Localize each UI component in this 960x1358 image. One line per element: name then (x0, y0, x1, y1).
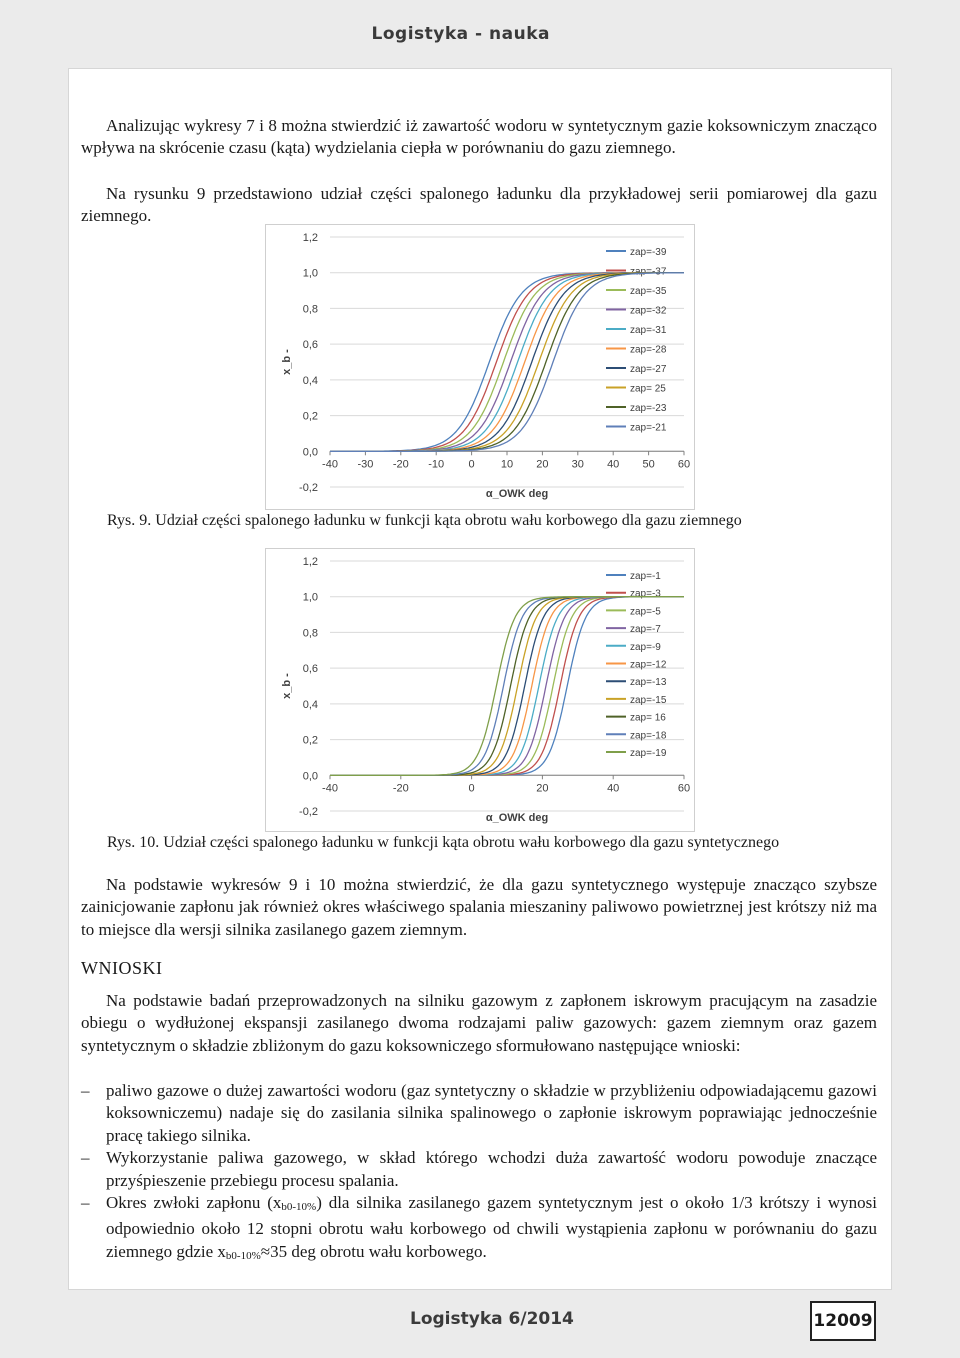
subscript: b0-10% (225, 1249, 261, 1262)
analysis-paragraph (81, 874, 877, 941)
list-item-text: Wykorzystanie paliwa gazowego, w skład którego wchodzi duża zawartość wodoru powoduje znaczące przyśpieszenie przebiegu procesu spalania. (106, 1148, 877, 1190)
legend-label: zap=-39 (630, 247, 667, 258)
y-tick-label: 0,6 (302, 663, 318, 676)
x-tick-label: 60 (677, 458, 691, 471)
dash-marker: – (81, 1148, 90, 1168)
y-tick-label: 0,8 (302, 303, 318, 316)
analysis-text: Na podstawie wykresów 9 i 10 można stwierdzić, że dla gazu syntetycznego występuje znacząco szybsze zainicjowanie zapłonu jak również okres właściwego spalania mieszaniny paliwowo powietrznej jest krótszy niż ma to miejsce dla wersji silnika zasilanego gazem ziemnym. (81, 875, 877, 939)
legend-label: zap=-27 (630, 364, 667, 375)
x-tick-label: -30 (357, 458, 374, 471)
y-tick-label: 0,2 (302, 734, 318, 747)
figure-10-chart (265, 548, 695, 832)
legend-label: zap= 16 (630, 712, 666, 724)
y-tick-label: 0,8 (302, 627, 318, 640)
list-item (81, 1147, 877, 1192)
x-tick-label: -40 (322, 782, 338, 795)
y-tick-label: 0,4 (302, 698, 318, 711)
figure-10-svg (266, 549, 694, 831)
figure-10-caption: Rys. 10. Udział części spalonego ładunku w funkcji kąta obrotu wału korbowego dla gazu syntetycznego (107, 834, 780, 851)
y-tick-label: 1,2 (302, 232, 318, 244)
y-tick-label: 0,4 (302, 374, 318, 387)
x-tick-label: 50 (642, 458, 655, 471)
x-tick-label: 20 (536, 458, 549, 471)
y-tick-label: 0,0 (302, 770, 318, 783)
legend-label: zap=-15 (630, 694, 667, 706)
y-tick-label: 1,2 (302, 556, 318, 568)
conclusions-intro-text: Na podstawie badań przeprowadzonych na silniku gazowym z zapłonem iskrowym pracującym na zasadzie obiegu o wydłużonej ekspansji zasilanego dwoma rodzajami paliw gazowych: gazem ziemnym oraz gazem syntetycznym o składzie zbliżonym do gazu koksowniczego sformułowano następujące wnioski: (81, 991, 877, 1055)
x-tick-label: 0 (468, 782, 475, 795)
list-item-text-a: Okres zwłoki zapłonu (x (106, 1193, 282, 1213)
intro2-text: Na rysunku 9 przedstawiono udział części spalonego ładunku dla przykładowej serii pomiarowej dla gazu ziemnego. (81, 184, 877, 226)
legend-label: zap=-35 (630, 286, 667, 297)
x-axis-label: α_OWK deg (485, 488, 549, 500)
legend-label: zap=-31 (630, 325, 667, 336)
legend-label: zap=-3 (630, 588, 661, 600)
x-tick-label: -20 (392, 782, 409, 795)
list-item-text-c: ≈35 deg obrotu wału korbowego. (260, 1241, 487, 1261)
x-tick-label: 40 (607, 782, 620, 795)
intro-text: Analizując wykresy 7 i 8 można stwierdzić iż zawartość wodoru w syntetycznym gazie koksowniczym znacząco wpływa na skrócenie czasu (kąta) wydzielania ciepła w porównaniu do gazu ziemnego. (81, 116, 877, 158)
legend-label: zap=-23 (630, 403, 667, 414)
y-tick-label: 1,0 (302, 267, 318, 280)
x-tick-label: 0 (468, 458, 475, 471)
legend-label: zap=-32 (630, 305, 667, 317)
legend-label: zap=-28 (630, 344, 667, 356)
y-tick-label: 0,2 (302, 410, 318, 423)
list-item (81, 1192, 877, 1267)
legend-label: zap=-18 (630, 730, 667, 742)
y-tick-label: 1,0 (302, 591, 318, 604)
x-tick-label: 30 (571, 458, 584, 471)
legend-label: zap=-13 (630, 677, 667, 689)
y-tick-label: 0,6 (302, 339, 318, 352)
x-tick-label: -10 (428, 458, 445, 471)
x-axis-label: α_OWK deg (485, 812, 549, 824)
x-tick-label: -40 (322, 458, 338, 471)
legend-label: zap= 25 (630, 383, 666, 395)
dash-marker: – (81, 1193, 90, 1213)
y-axis-label: x_b - (281, 673, 293, 699)
dash-marker: – (81, 1081, 90, 1100)
figure-9-chart (265, 224, 695, 510)
conclusions-intro (81, 990, 877, 1057)
legend-label: zap=-9 (630, 641, 661, 653)
list-item-text-b: ) dla silnika zasilanego gazem syntetycznym jest o około 1/3 krótszy i wynosi odpowiednio około 12 stopni obrotu wału korbowego od chwili wystąpienia zapłonu w porównaniu do gazu ziemnego gdzie x (106, 1193, 878, 1261)
legend-label: zap=-1 (630, 571, 661, 582)
list-item-text: paliwo gazowe o dużej zawartości wodoru (gaz syntetyczny o składzie w przybliżeniu odpowiadającemu gazowi koksowniczemu) nadaje się do zasilania silnika spalinowego o zapłonie iskrowym poprawiając jednocześnie pracę takiego silnika. (106, 1081, 877, 1145)
x-tick-label: -20 (392, 458, 409, 471)
legend-label: zap=-19 (630, 748, 667, 759)
x-tick-label: 40 (607, 458, 620, 471)
figure-9-caption: Rys. 9. Udział części spalonego ładunku w funkcji kąta obrotu wału korbowego dla gazu ziemnego (107, 512, 742, 529)
legend-label: zap=-37 (630, 266, 667, 278)
footer-journal: Logistyka 6/2014 (410, 1309, 574, 1329)
intro-paragraph (81, 115, 877, 160)
y-tick-label: -0,2 (299, 806, 318, 818)
subscript: b0-10% (281, 1201, 317, 1214)
page-number: 12009 (810, 1301, 876, 1341)
y-tick-label: -0,2 (299, 482, 318, 494)
x-tick-label: 10 (500, 458, 514, 471)
y-axis-label: x_b - (281, 349, 293, 375)
x-tick-label: 60 (677, 782, 691, 795)
legend-label: zap=-21 (630, 422, 667, 434)
x-tick-label: 20 (536, 782, 549, 795)
y-tick-label: 0,0 (302, 446, 318, 459)
list-item (81, 1080, 877, 1147)
conclusions-list (81, 1080, 877, 1267)
legend-label: zap=-7 (630, 624, 661, 636)
figure-9-svg (266, 225, 694, 509)
legend-label: zap=-12 (630, 659, 667, 671)
running-header: Logistyka - nauka (371, 24, 550, 44)
legend-label: zap=-5 (630, 606, 661, 618)
conclusions-heading: WNIOSKI (81, 958, 163, 978)
intro2-paragraph (81, 183, 877, 228)
